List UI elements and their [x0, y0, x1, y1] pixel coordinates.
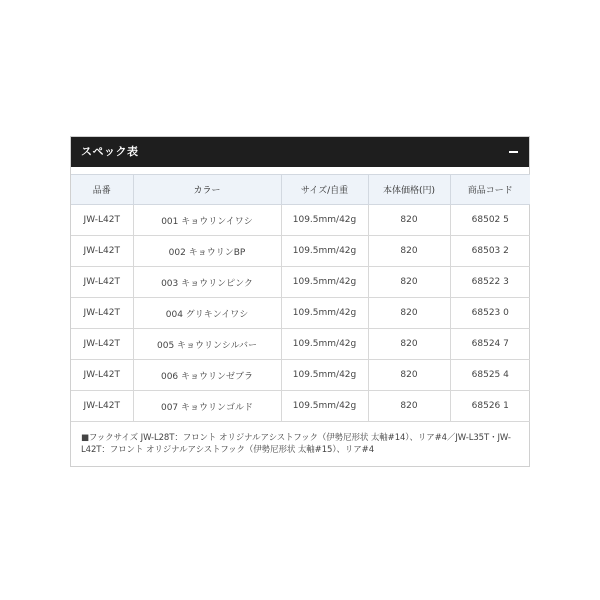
cell-color: 006 キョウリンゼブラ [133, 360, 281, 391]
cell-size-weight: 109.5mm/42g [281, 391, 368, 422]
table-row [71, 267, 530, 298]
hook-size-note: ■フックサイズ JW-L28T：フロント オリジナルアシストフック（伊勢尼形状 太軸#14）、リア#4／JW-L35T・JW-L42T：フロント オリジナルアシストフック（伊勢尼形状 太軸#15）、リア#4 [81, 433, 511, 455]
cell-part-number: JW-L42T [71, 298, 133, 329]
header-size-weight: サイズ/自重 [281, 175, 368, 205]
cell-size-weight: 109.5mm/42g [281, 298, 368, 329]
cell-color: 001 キョウリンイワシ [133, 205, 281, 236]
cell-part-number: JW-L42T [71, 391, 133, 422]
panel-title: スペック表 [81, 145, 139, 158]
cell-color: 005 キョウリンシルバー [133, 329, 281, 360]
header-part-number: 品番 [71, 175, 133, 205]
table-row [71, 391, 530, 422]
header-color: カラー [133, 175, 281, 205]
minus-icon [509, 151, 518, 153]
cell-size-weight: 109.5mm/42g [281, 236, 368, 267]
header-price: 本体価格(円) [368, 175, 450, 205]
table-row [71, 360, 530, 391]
spec-table [71, 174, 530, 422]
cell-part-number: JW-L42T [71, 267, 133, 298]
cell-product-code: 68524 7 [450, 329, 530, 360]
table-header-row [71, 175, 530, 205]
spec-table-wrap [71, 167, 529, 422]
collapse-button[interactable] [499, 137, 529, 167]
table-row [71, 329, 530, 360]
cell-price: 820 [368, 391, 450, 422]
cell-size-weight: 109.5mm/42g [281, 329, 368, 360]
cell-price: 820 [368, 360, 450, 391]
cell-color: 004 グリキンイワシ [133, 298, 281, 329]
cell-product-code: 68523 0 [450, 298, 530, 329]
panel-header [71, 137, 529, 167]
cell-product-code: 68502 5 [450, 205, 530, 236]
cell-part-number: JW-L42T [71, 360, 133, 391]
cell-part-number: JW-L42T [71, 329, 133, 360]
cell-color: 007 キョウリンゴルド [133, 391, 281, 422]
cell-part-number: JW-L42T [71, 236, 133, 267]
cell-color: 002 キョウリンBP [133, 236, 281, 267]
cell-product-code: 68526 1 [450, 391, 530, 422]
table-row [71, 236, 530, 267]
cell-price: 820 [368, 329, 450, 360]
cell-price: 820 [368, 205, 450, 236]
cell-product-code: 68503 2 [450, 236, 530, 267]
cell-size-weight: 109.5mm/42g [281, 360, 368, 391]
cell-product-code: 68525 4 [450, 360, 530, 391]
table-row [71, 205, 530, 236]
table-row [71, 298, 530, 329]
cell-size-weight: 109.5mm/42g [281, 267, 368, 298]
cell-price: 820 [368, 236, 450, 267]
cell-price: 820 [368, 298, 450, 329]
spec-panel [70, 136, 530, 467]
header-product-code: 商品コード [450, 175, 530, 205]
cell-product-code: 68522 3 [450, 267, 530, 298]
cell-size-weight: 109.5mm/42g [281, 205, 368, 236]
cell-color: 003 キョウリンピンク [133, 267, 281, 298]
cell-part-number: JW-L42T [71, 205, 133, 236]
cell-price: 820 [368, 267, 450, 298]
